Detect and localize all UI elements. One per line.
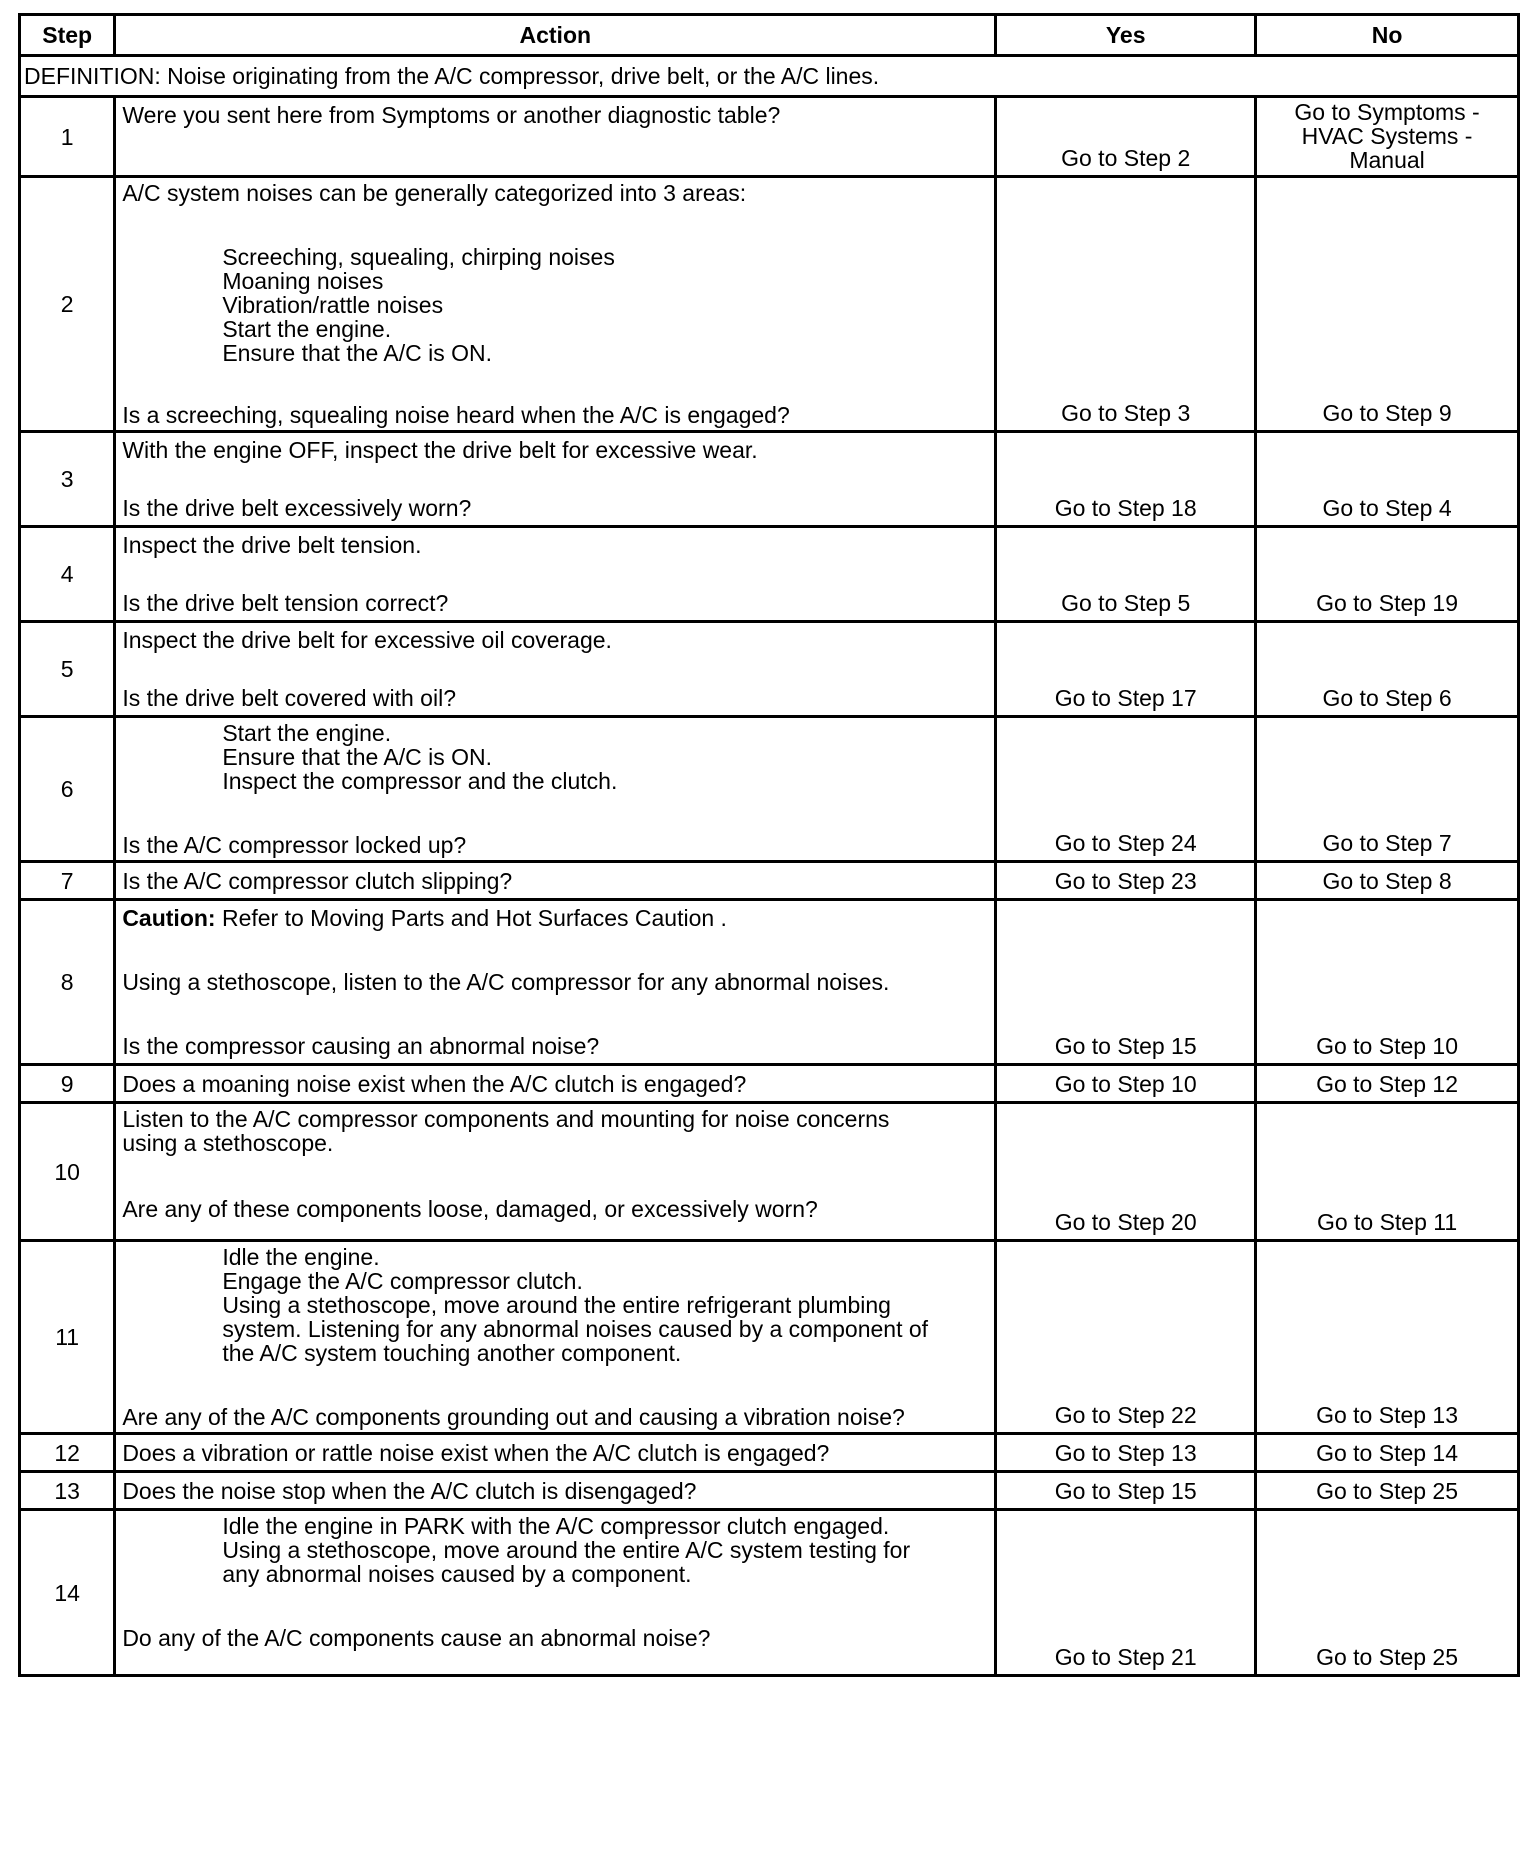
question: Does a moaning noise exist when the A/C clutch is engaged? [115,1065,996,1103]
caution-label: Caution: [122,905,216,931]
no-cell: Go to Step 11 [1256,1103,1519,1241]
intro-text: Inspect the drive belt tension. [122,532,422,558]
yes-cell: Go to Step 2 [996,97,1256,177]
table-row [20,1472,1519,1510]
yes-cell: Go to Step 10 [996,1065,1256,1103]
no-cell: Go to Step 10 [1256,900,1519,1065]
step-number: 7 [20,862,115,900]
question: Is the A/C compressor locked up? [122,832,467,858]
no-cell [1256,97,1519,177]
step-number: 14 [20,1510,115,1676]
step-number: 12 [20,1434,115,1472]
no-cell: Go to Step 12 [1256,1065,1519,1103]
yes-cell: Go to Step 24 [996,717,1256,862]
question: Is the drive belt covered with oil? [122,685,456,711]
no-cell: Go to Step 19 [1256,527,1519,622]
action-cell [115,1510,996,1676]
yes-cell: Go to Step 15 [996,900,1256,1065]
list-item: Engage the A/C compressor clutch. [222,1268,583,1294]
list-item: Inspect the compressor and the clutch. [222,768,618,794]
list-item: Start the engine. [222,720,392,746]
table-row [20,1103,1519,1241]
step-number: 9 [20,1065,115,1103]
no-cell: Go to Step 14 [1256,1434,1519,1472]
yes-cell: Go to Step 18 [996,432,1256,527]
list-item: system. Listening for any abnormal noises caused by a component of [222,1316,929,1342]
table-row [20,1510,1519,1676]
header-action: Action [115,15,996,56]
step-number: 4 [20,527,115,622]
list-item: any abnormal noises caused by a component. [222,1561,692,1587]
step-number: 11 [20,1241,115,1434]
yes-cell: Go to Step 13 [996,1434,1256,1472]
no-cell: Go to Step 8 [1256,862,1519,900]
yes-cell: Go to Step 22 [996,1241,1256,1434]
step-number: 2 [20,177,115,432]
header-row [20,15,1519,56]
list-item: Ensure that the A/C is ON. [222,744,493,770]
definition-text: DEFINITION: Noise originating from the A/C compressor, drive belt, or the A/C lines. [20,56,1519,97]
caution-text [122,904,988,932]
table-row [20,527,1519,622]
action-cell [115,900,996,1065]
action-cell [115,177,996,432]
action-cell [115,527,996,622]
no-line: HVAC Systems - [1301,123,1473,149]
list-item: Idle the engine. [222,1244,380,1270]
instruction-text: Using a stethoscope, listen to the A/C compressor for any abnormal noises. [122,969,890,995]
question: Does a vibration or rattle noise exist when the A/C clutch is engaged? [115,1434,996,1472]
list-item: Idle the engine in PARK with the A/C compressor clutch engaged. [222,1513,890,1539]
yes-cell: Go to Step 17 [996,622,1256,717]
yes-cell: Go to Step 21 [996,1510,1256,1676]
diagnostic-table [18,13,1520,1677]
list-item: Using a stethoscope, move around the entire refrigerant plumbing [222,1292,891,1318]
intro-line: using a stethoscope. [122,1130,334,1156]
question: Does the noise stop when the A/C clutch is disengaged? [115,1472,996,1510]
intro-text: With the engine OFF, inspect the drive belt for excessive wear. [122,437,758,463]
no-cell: Go to Step 25 [1256,1472,1519,1510]
question: Is the compressor causing an abnormal noise? [122,1033,600,1059]
step-number: 5 [20,622,115,717]
list-item: the A/C system touching another component. [222,1340,682,1366]
intro-text: Inspect the drive belt for excessive oil coverage. [122,627,612,653]
table-row [20,900,1519,1065]
definition-row [20,56,1519,97]
table-row [20,862,1519,900]
step-number: 6 [20,717,115,862]
action-cell [115,622,996,717]
table-row [20,97,1519,177]
step-number: 10 [20,1103,115,1241]
no-cell: Go to Step 4 [1256,432,1519,527]
action-cell [115,717,996,862]
action-cell [115,1103,996,1241]
list-item: Ensure that the A/C is ON. [222,340,493,366]
yes-cell: Go to Step 5 [996,527,1256,622]
no-line: Manual [1349,147,1425,173]
list-item: Vibration/rattle noises [222,292,444,318]
question: Do any of the A/C components cause an abnormal noise? [122,1625,711,1651]
table-row [20,177,1519,432]
step-number: 3 [20,432,115,527]
no-cell: Go to Step 13 [1256,1241,1519,1434]
header-step: Step [20,15,115,56]
question: Are any of these components loose, damaged, or excessively worn? [122,1196,818,1222]
question: Is the A/C compressor clutch slipping? [115,862,996,900]
table-row [20,717,1519,862]
table-row [20,1434,1519,1472]
no-cell: Go to Step 6 [1256,622,1519,717]
question: Is the drive belt excessively worn? [122,495,472,521]
table-row [20,1241,1519,1434]
table-row [20,1065,1519,1103]
action-cell [115,97,996,177]
question: Are any of the A/C components grounding out and causing a vibration noise? [122,1404,905,1430]
yes-cell: Go to Step 15 [996,1472,1256,1510]
no-cell: Go to Step 9 [1256,177,1519,432]
action-cell [115,1241,996,1434]
yes-cell: Go to Step 23 [996,862,1256,900]
question: Were you sent here from Symptoms or another diagnostic table? [122,102,781,128]
intro-text: A/C system noises can be generally categorized into 3 areas: [122,180,747,206]
caution-body: Refer to Moving Parts and Hot Surfaces Caution . [215,905,727,931]
step-number: 1 [20,97,115,177]
no-cell: Go to Step 25 [1256,1510,1519,1676]
table-row [20,622,1519,717]
question: Is a screeching, squealing noise heard when the A/C is engaged? [122,402,790,428]
intro-line: Listen to the A/C compressor components and mounting for noise concerns [122,1106,890,1132]
list-item: Moaning noises [222,268,384,294]
list-item: Start the engine. [222,316,392,342]
no-line: Go to Symptoms - [1294,99,1480,125]
step-number: 13 [20,1472,115,1510]
no-cell: Go to Step 7 [1256,717,1519,862]
step-number: 8 [20,900,115,1065]
question: Is the drive belt tension correct? [122,590,449,616]
list-item: Screeching, squealing, chirping noises [222,244,615,270]
action-cell [115,432,996,527]
yes-cell: Go to Step 20 [996,1103,1256,1241]
yes-cell: Go to Step 3 [996,177,1256,432]
header-no: No [1256,15,1519,56]
header-yes: Yes [996,15,1256,56]
table-row [20,432,1519,527]
list-item: Using a stethoscope, move around the entire A/C system testing for [222,1537,911,1563]
